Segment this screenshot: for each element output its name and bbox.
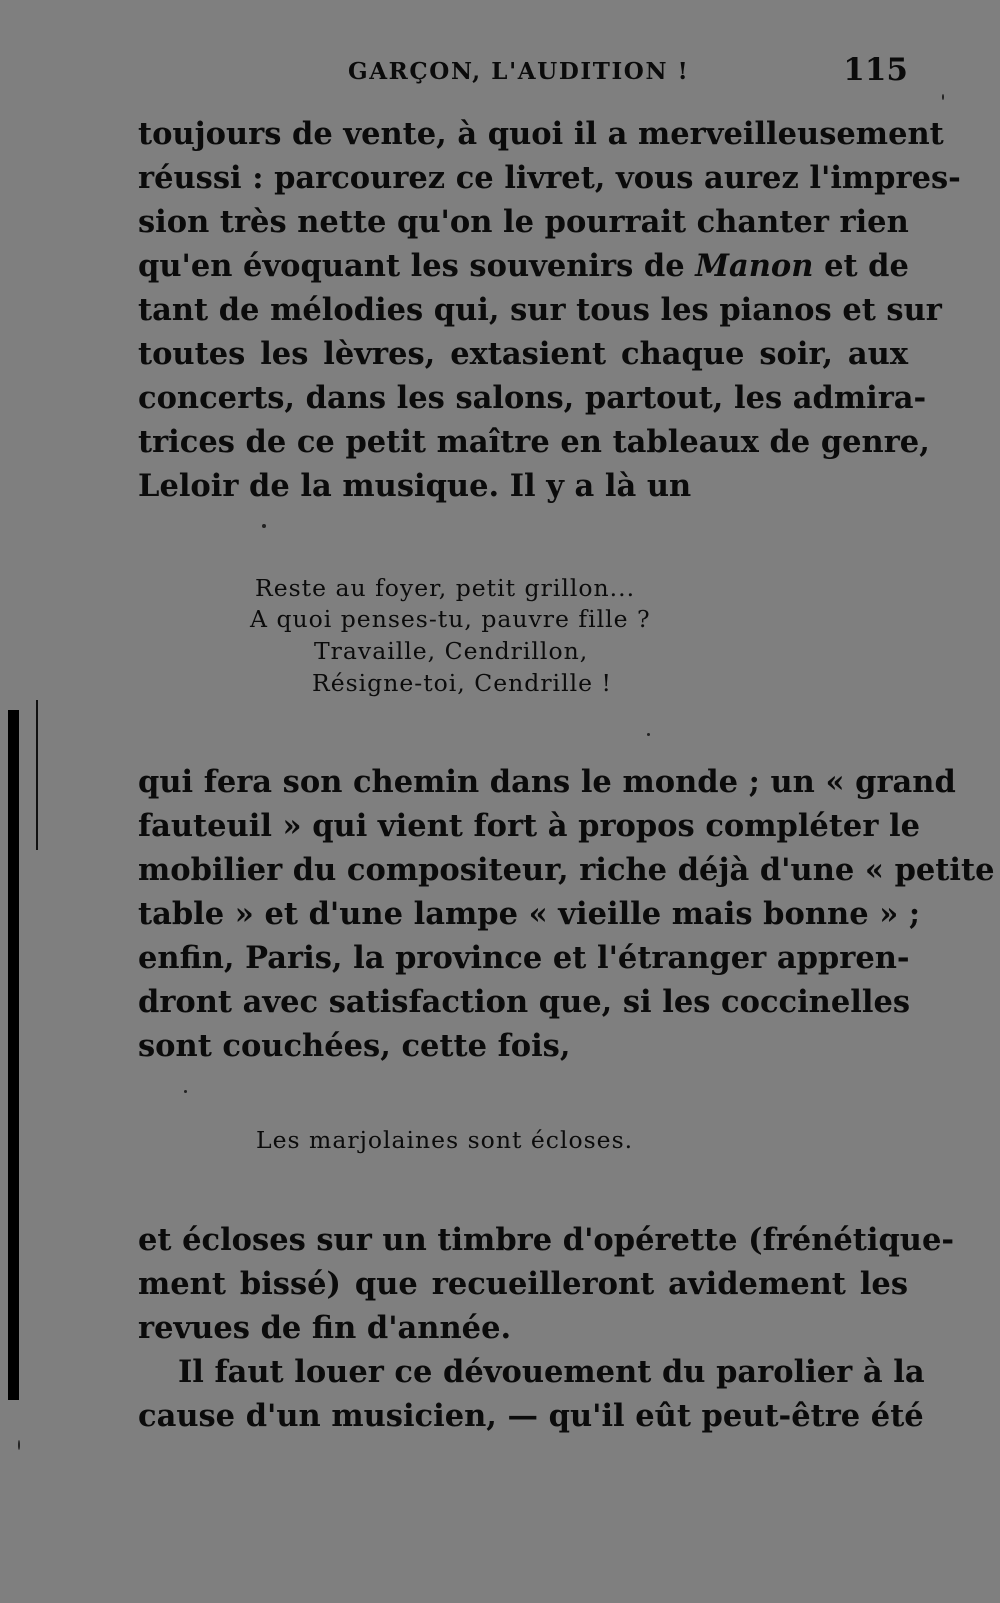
page-header <box>138 50 908 96</box>
text-line: mobilier du compositeur, riche déjà d'une « petite <box>138 852 995 888</box>
text-line: ment bissé) que recueilleront avidement les <box>138 1266 908 1302</box>
text-line: trices de ce petit maître en tableaux de genre, <box>138 424 930 460</box>
text-segment: qu'en évoquant les souvenirs de <box>138 248 696 284</box>
italic-title: Manon <box>695 248 814 284</box>
verse-line: Résigne-toi, Cendrille ! <box>312 669 612 697</box>
text-line: réussi : parcourez ce livret, vous aurez l'impres- <box>138 160 961 196</box>
scan-speck <box>18 1440 20 1450</box>
text-line: Leloir de la musique. Il y a là un <box>138 468 692 504</box>
text-line: fauteuil » qui vient fort à propos compléter le <box>138 808 920 844</box>
text-line: cause d'un musicien, — qu'il eût peut-être été <box>138 1398 924 1434</box>
verse-line: Reste au foyer, petit grillon... <box>255 574 636 602</box>
text-segment: et de <box>813 248 909 284</box>
text-line: qui fera son chemin dans le monde ; un « grand <box>138 764 956 800</box>
text-line-with-italic <box>138 244 908 288</box>
scan-speck <box>942 94 944 100</box>
text-line: et écloses sur un timbre d'opérette (frénétique- <box>138 1222 955 1258</box>
scan-speck <box>647 733 650 736</box>
text-line: table » et d'une lampe « vieille mais bonne » ; <box>138 896 921 932</box>
text-line: toutes les lèvres, extasient chaque soir, aux <box>138 336 908 372</box>
text-line: Il faut louer ce dévouement du parolier à la <box>178 1354 925 1390</box>
page-edge-shadow <box>8 710 19 1400</box>
page-number: 115 <box>843 52 908 88</box>
text-line: tant de mélodies qui, sur tous les pianos et sur <box>138 292 942 328</box>
running-title: GARÇON, L'AUDITION ! <box>348 58 690 85</box>
verse-line: Travaille, Cendrillon, <box>314 637 589 665</box>
verse-line: A quoi penses-tu, pauvre fille ? <box>250 605 651 633</box>
text-line: enfin, Paris, la province et l'étranger appren- <box>138 940 910 976</box>
verse-line: Les marjolaines sont écloses. <box>256 1126 634 1154</box>
text-line: toujours de vente, à quoi il a merveilleusement <box>138 116 944 152</box>
text-line: dront avec satisfaction que, si les coccinelles <box>138 984 911 1020</box>
text-line: sion très nette qu'on le pourrait chanter rien <box>138 204 909 240</box>
text-line: concerts, dans les salons, partout, les admira- <box>138 380 927 416</box>
text-line: sont couchées, cette fois, <box>138 1028 571 1064</box>
scan-speck <box>262 524 266 528</box>
text-line: revues de fin d'année. <box>138 1310 512 1346</box>
page-edge-line <box>36 700 38 850</box>
scan-speck <box>184 1090 187 1093</box>
